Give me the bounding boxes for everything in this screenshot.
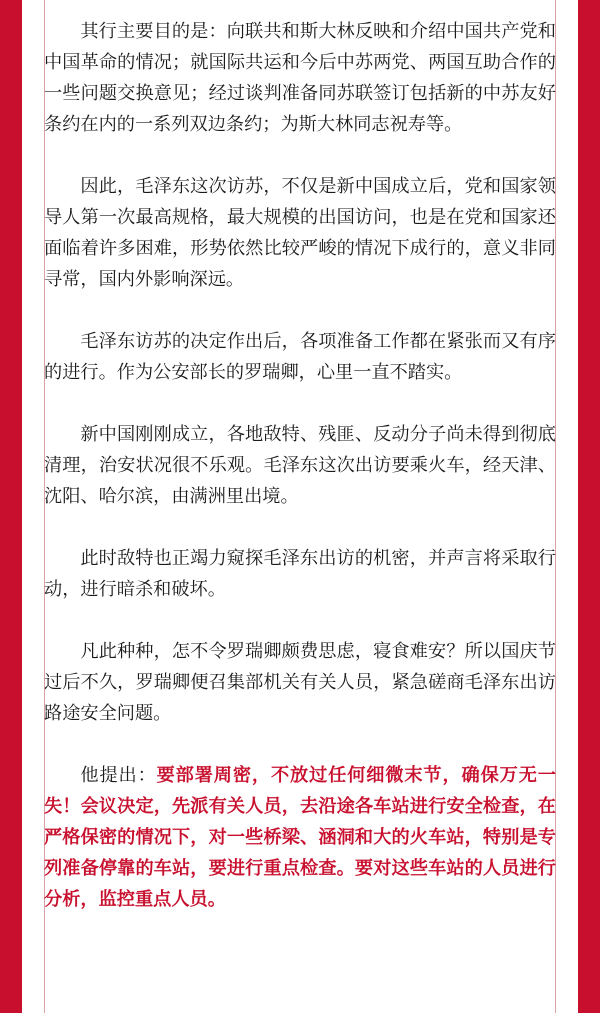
paragraph-purpose: 其行主要目的是：向联共和斯大林反映和介绍中国共产党和中国革命的情况；就国际共运和今后中苏两党、两国互助合作的一些问题交换意见；经过谈判准备同苏联签订包括新的中苏友好条约在内的一系列双边条约；为斯大林同志祝寿等。 (44, 21, 556, 135)
paragraph-meeting: 凡此种种，怎不令罗瑞卿颇费思虑，寝食难安？所以国庆节过后不久，罗瑞卿便召集部机关有关人员，紧急磋商毛泽东出访路途安全问题。 (44, 641, 556, 724)
paragraph-directive (44, 760, 556, 915)
paragraph-preparation: 毛泽东访苏的决定作出后，各项准备工作都在紧张而又有序的进行。作为公安部长的罗瑞卿，心里一直不踏实。 (44, 331, 556, 383)
directive-emphasis-text: 要部署周密，不放过任何细微末节，确保万无一失！会议决定，先派有关人员，去沿途各车站进行安全检查，在严格保密的情况下，对一些桥梁、涵洞和大的火车站，特别是专列准备停靠的车站，要进行重点检查。要对这些车站的人员进行分析，监控重点人员。 (44, 765, 556, 910)
directive-lead-text: 他提出： (80, 765, 157, 786)
left-red-border (0, 0, 22, 1013)
article-body (44, 16, 556, 946)
paragraph-security-situation: 新中国刚刚成立，各地敌特、残匪、反动分子尚未得到彻底清理，治安状况很不乐观。毛泽东这次出访要乘火车，经天津、沈阳、哈尔滨，由满洲里出境。 (44, 424, 556, 507)
paragraph-significance: 因此，毛泽东这次访苏，不仅是新中国成立后，党和国家领导人第一次最高规格，最大规模的出国访问，也是在党和国家还面临着许多困难，形势依然比较严峻的情况下成行的，意义非同寻常，国内外影响深远。 (44, 176, 556, 290)
right-red-border (578, 0, 600, 1013)
paragraph-enemy-threat: 此时敌特也正竭力窥探毛泽东出访的机密，并声言将采取行动，进行暗杀和破坏。 (44, 548, 556, 600)
